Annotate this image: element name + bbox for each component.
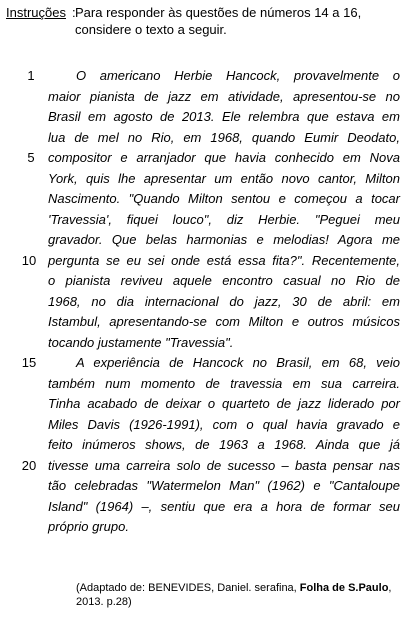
text-line: Nascimento. "Quando Milton sentou e começou a tocar	[48, 191, 400, 206]
line-number: 20	[21, 457, 37, 473]
text-line: tivesse uma carreira solo de sucesso – basta pensar nas	[48, 457, 400, 473]
text-line: tão celebradas "Watermelon Man" (1962) e "Cantaloupe	[48, 478, 400, 493]
text-line: compositor e arranjador que havia conhecido em Nova	[48, 150, 400, 165]
text-line: 1968, no dia internacional do jazz, 30 de abril: em	[48, 293, 400, 309]
text-line: também num momento de travessia em sua carreira.	[48, 375, 400, 391]
text-line: 'Travessia', fiquei louco", diz Herbie. "Peguei meu	[48, 211, 400, 227]
text-line: lua de mel no Rio, em 1968, quando Eumir Deodato,	[48, 129, 400, 145]
source-prefix: (Adaptado de: BENEVIDES, Daniel. serafina,	[76, 582, 297, 594]
text-line: pergunta se eu sei onde está essa fita?". Recentemente,	[48, 252, 400, 268]
line-number: 10	[21, 252, 37, 268]
text-line: Tinha acabado de deixar o quarteto de jazz liderado por	[48, 396, 400, 411]
text-line: A experiência de Hancock no Brasil, em 68, veio	[76, 355, 400, 370]
text-line: tocando justamente "Travessia".	[48, 334, 234, 350]
text-line: maior pianista de jazz em atividade, apresentou-se no	[48, 88, 400, 104]
text-line: O americano Herbie Hancock, provavelmente o	[76, 68, 400, 83]
instructions-colon: :	[72, 5, 76, 20]
text-line: próprio grupo.	[48, 519, 129, 534]
text-line: Island" (1964) –, sentiu que era a hora de formar seu	[48, 498, 400, 514]
line-number: 15	[21, 355, 37, 370]
text-line: feito inúmeros shows, de 1963 a 1968. Ainda que já	[48, 437, 400, 452]
text-line: Miles Davis (1926-1991), com o qual havia gravado e	[48, 416, 400, 432]
line-number: 5	[27, 150, 35, 165]
text-line: o pianista reviveu aquele encontro casual no Rio de	[48, 273, 400, 288]
text-line: York, quis lhe apresentar um então novo cantor, Milton	[48, 170, 400, 186]
text-line: Brasil em agosto de 2013. Ele relembra que estava em	[48, 109, 400, 124]
line-number: 1	[27, 68, 35, 83]
source-suffix: , 2013. p.28)	[76, 582, 392, 608]
text-line: Istambul, apresentando-se com Milton e outros músicos	[48, 314, 400, 329]
source-publication: Folha de S.Paulo	[299, 582, 389, 594]
instructions-text: Para responder às questões de números 14 a 16, considere o texto a seguir.	[75, 5, 362, 37]
text-line: gravador. Que belas harmonias e melodias! Agora me	[48, 232, 400, 247]
instructions-label: Instruções	[6, 5, 66, 20]
source-citation	[76, 581, 406, 609]
